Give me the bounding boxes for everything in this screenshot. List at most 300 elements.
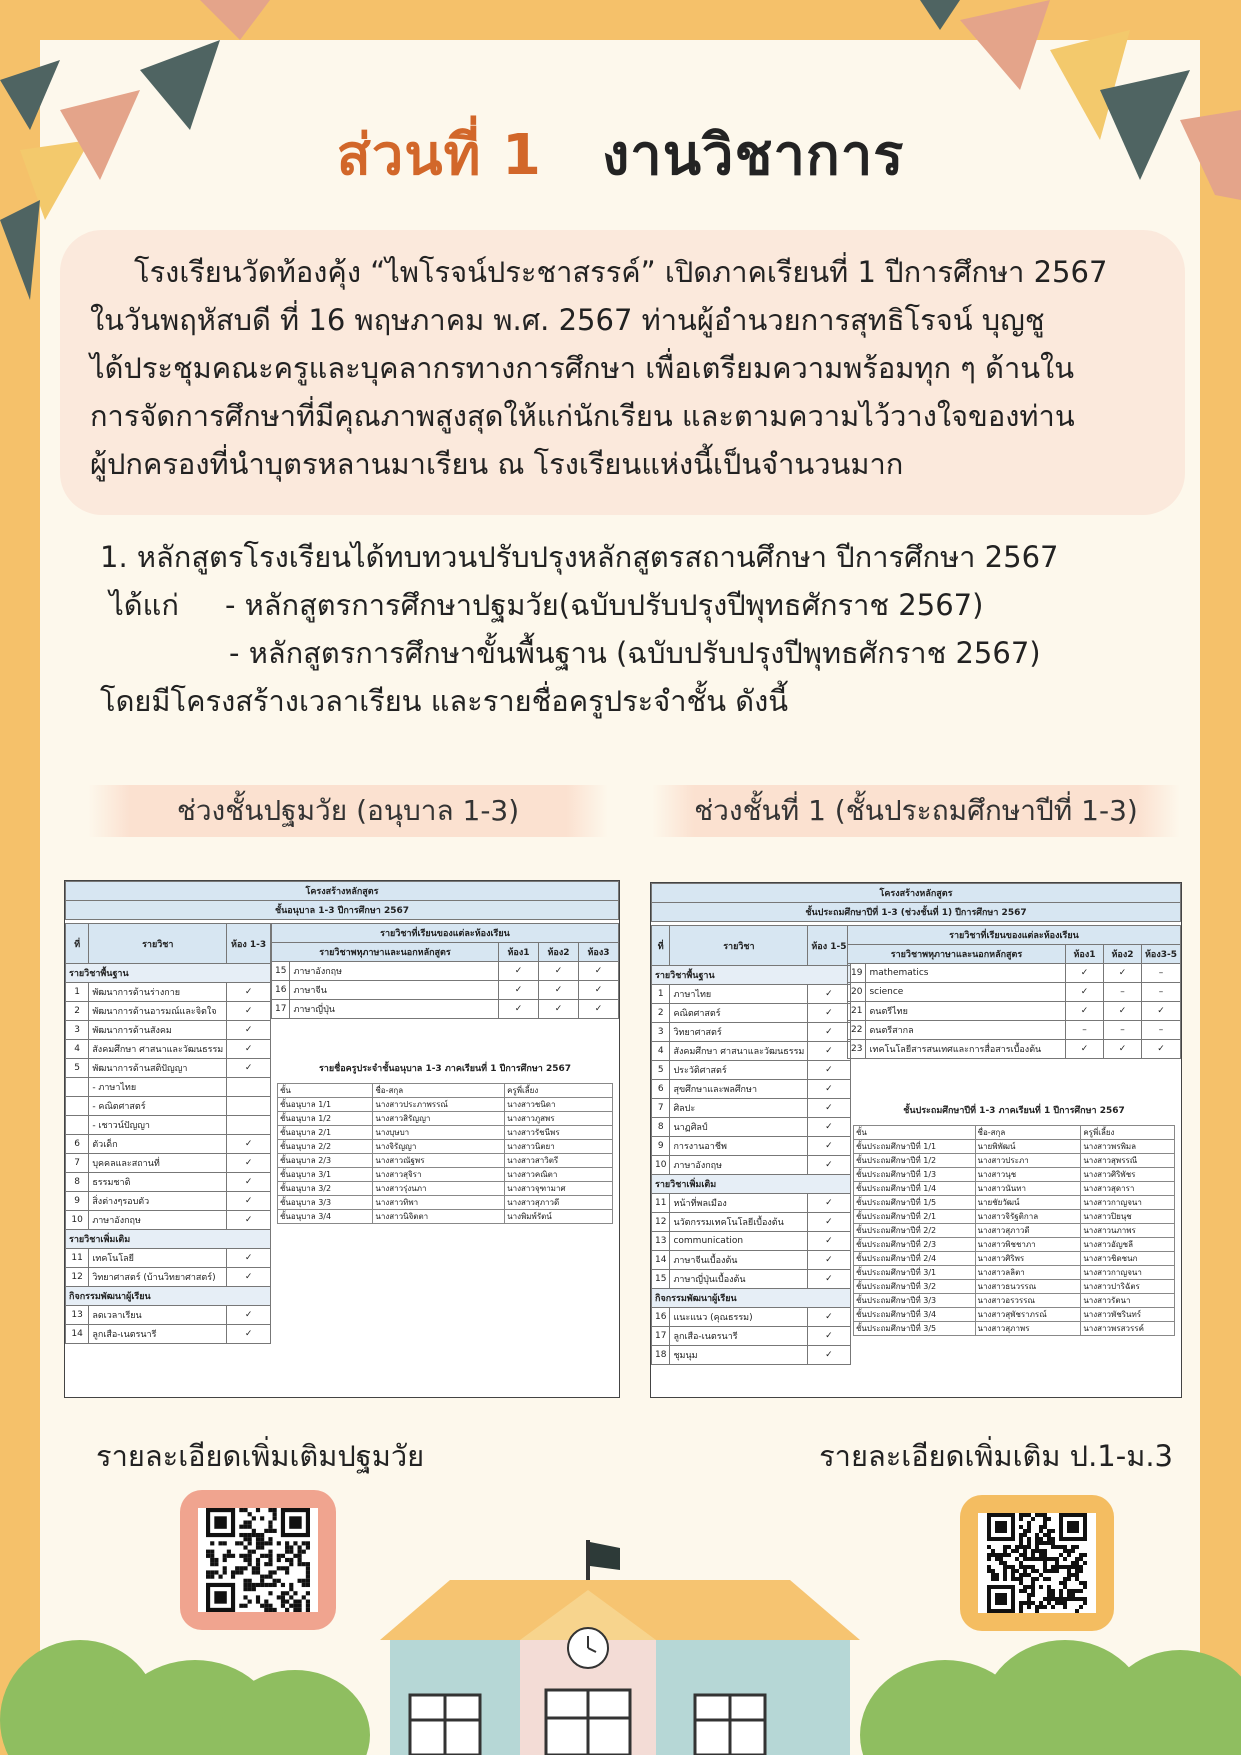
table-row [652,1118,851,1137]
table-row [854,1252,1175,1266]
teacher-name: นางสาวนุช [975,1168,1081,1182]
table-subtitle: ชั้นประถมศึกษาปีที่ 1-3 (ช่วงชั้นที่ 1) ปีการศึกษา 2567 [652,903,1181,922]
table-subtitle: ชั้นอนุบาล 1-3 ปีการศึกษา 2567 [66,901,619,920]
check-mark: ✓ [227,1268,271,1287]
check-mark: ✓ [808,1308,850,1327]
check-mark: ✓ [808,1213,850,1232]
subject-name: ภาษาอังกฤษ [670,1156,808,1175]
check-mark: ✓ [1104,1040,1142,1059]
assistant-name: นางสาวปิยนุช [1081,1210,1175,1224]
class-name: ชั้นประถมศึกษาปีที่ 1/4 [854,1182,976,1196]
check-mark: ✓ [1066,983,1104,1002]
intro-line: ผู้ปกครองที่นำบุตรหลานมาเรียน ณ โรงเรียนแห่งนี้เป็นจำนวนมาก [90,447,904,481]
teacher-name: นางสาวณัฐพร [373,1154,505,1168]
teacher-name: นายชัยวัฒน์ [975,1196,1081,1210]
table-row [66,1173,271,1192]
check-mark: ✓ [808,1327,850,1346]
row-number: 16 [272,981,290,1000]
row-number: 8 [66,1173,89,1192]
teacher-name: นางสาวนันทา [975,1182,1081,1196]
check-mark: ✓ [808,1004,850,1023]
assistant-name: นางสาวกาญจนา [1081,1196,1175,1210]
check-mark: ✓ [1104,964,1142,983]
curriculum-points [100,533,1059,725]
check-mark: ✓ [808,985,850,1004]
teachers-column-header: ครูพี่เลี้ยง [1081,1126,1175,1140]
check-mark: ✓ [1066,964,1104,983]
class-name: ชั้นประถมศึกษาปีที่ 2/3 [854,1238,976,1252]
table-row [66,1078,271,1097]
table-row [652,1270,851,1289]
row-number: 8 [652,1118,670,1137]
row-number [66,1097,89,1116]
col-subject: รายวิชา [670,926,808,966]
check-mark [227,1097,271,1116]
table-row [652,1061,851,1080]
row-number: 9 [66,1192,89,1211]
table-row [848,1040,1181,1059]
point-line: 1. หลักสูตรโรงเรียนได้ทบทวนปรับปรุงหลักสูตรสถานศึกษา ปีการศึกษา 2567 [100,540,1059,574]
teacher-name: นางสาวประภาพรรณ์ [373,1098,505,1112]
subject-name: เทคโนโลยี [89,1249,227,1268]
table-row [66,1097,271,1116]
footer-link-kindergarten: รายละเอียดเพิ่มเติมปฐมวัย [96,1439,425,1473]
col-room-group: รายวิชาที่เรียนของแต่ละห้องเรียน [848,926,1181,945]
subject-name: mathematics [866,964,1066,983]
table-row [66,1059,271,1078]
assistant-name: นางสาวชิดชนก [1081,1252,1175,1266]
assistant-name: นางสาวศิริพัชร [1081,1168,1175,1182]
subject-name: ลดเวลาเรียน [89,1306,227,1325]
row-number: 7 [66,1154,89,1173]
row-number: 17 [652,1327,670,1346]
assistant-name: นางสาวสาวิตรี [505,1154,613,1168]
row-number: 15 [652,1270,670,1289]
assistant-name: นางสาวนิตยา [505,1140,613,1154]
check-mark: – [1104,983,1142,1002]
table-row [848,1002,1181,1021]
group-basic: รายวิชาพื้นฐาน [652,966,851,985]
class-name: ชั้นประถมศึกษาปีที่ 2/4 [854,1252,976,1266]
check-mark: ✓ [227,1002,271,1021]
row-number: 12 [652,1213,670,1232]
table-row [854,1196,1175,1210]
subject-name: - เชาวน์ปัญญา [89,1116,227,1135]
table-row [278,1140,613,1154]
subject-name: ภาษาอังกฤษ [89,1211,227,1230]
check-mark: ✓ [808,1137,850,1156]
class-name: ชั้นประถมศึกษาปีที่ 1/2 [854,1154,976,1168]
table-row [652,1099,851,1118]
table-row [854,1294,1175,1308]
row-number: 14 [66,1325,89,1344]
teachers-header [278,1084,613,1098]
table-row [66,1192,271,1211]
teacher-name: นางสาวสุพัชราภรณ์ [975,1308,1081,1322]
table-row [854,1266,1175,1280]
table-row [652,1023,851,1042]
subject-name: คณิตศาสตร์ [670,1004,808,1023]
subject-name: การงานอาชีพ [670,1137,808,1156]
table-row [652,1042,851,1061]
table-row [278,1154,613,1168]
teachers-caption: ชั้นประถมศึกษาปีที่ 1-3 ภาคเรียนที่ 1 ปีการศึกษา 2567 [903,1106,1125,1116]
table-row [652,1156,851,1175]
check-mark: – [1104,1021,1142,1040]
table-row [278,1182,613,1196]
col-extra: รายวิชาพหุภาษาและนอกหลักสูตร [272,943,499,962]
row-number: 14 [652,1251,670,1270]
table-row [272,1000,619,1019]
table-title: โครงสร้างหลักสูตร [652,884,1181,903]
subject-name: ภาษาจีนเบื้องต้น [670,1251,808,1270]
table-row [278,1196,613,1210]
table-row [854,1154,1175,1168]
assistant-name: นางสาวอัญชลี [1081,1238,1175,1252]
teacher-name: นางสาวสิรัญญา [373,1112,505,1126]
col-room2: ห้อง2 [1104,945,1142,964]
table-row [854,1224,1175,1238]
teacher-name: นางสาวลลิตา [975,1266,1081,1280]
subject-name: ลูกเสือ-เนตรนารี [670,1327,808,1346]
assistant-name: นางสาวภูสพร [505,1112,613,1126]
teacher-name: นางสาวจิรัฐติกาล [975,1210,1081,1224]
point-line: - หลักสูตรการศึกษาขั้นพื้นฐาน (ฉบับปรับปรุงปีพุทธศักราช 2567) [100,636,1041,670]
section-title: งานวิชาการ [601,123,905,188]
point-line: โดยมีโครงสร้างเวลาเรียน และรายชื่อครูประจำชั้น ดังนี้ [100,684,789,718]
assistant-name: นางสาวพรสวรรค์ [1081,1322,1175,1336]
class-name: ชั้นอนุบาล 1/1 [278,1098,373,1112]
col-room-group: รายวิชาที่เรียนของแต่ละห้องเรียน [272,924,619,943]
table-row [278,1098,613,1112]
row-number: 15 [272,962,290,981]
teacher-name: นางสาวรุ่งนภา [373,1182,505,1196]
teacher-name: นางสาวสุภาวดี [975,1224,1081,1238]
check-mark: ✓ [579,962,619,981]
assistant-name: นางสาวพัชรินทร์ [1081,1308,1175,1322]
subject-name: นาฏศิลป์ [670,1118,808,1137]
intro-line: การจัดการศึกษาที่มีคุณภาพสูงสุดให้แก่นักเรียน และตามความไว้วางใจของท่าน [90,399,1075,433]
curriculum-table-kindergarten [64,880,620,1398]
table-row [854,1308,1175,1322]
subject-name: communication [670,1232,808,1251]
table-row [66,1325,271,1344]
check-mark: ✓ [1142,1002,1181,1021]
table-row [854,1182,1175,1196]
subject-name: พัฒนาการด้านสติปัญญา [89,1059,227,1078]
check-mark: ✓ [808,1099,850,1118]
assistant-name: นางสาวนภาพร [1081,1224,1175,1238]
check-mark: ✓ [227,1211,271,1230]
check-mark: ✓ [227,1192,271,1211]
check-mark: ✓ [1104,1002,1142,1021]
class-name: ชั้นอนุบาล 3/1 [278,1168,373,1182]
row-number: 16 [652,1308,670,1327]
class-name: ชั้นอนุบาล 2/2 [278,1140,373,1154]
row-number: 4 [652,1042,670,1061]
table-row [66,1021,271,1040]
subject-name: สังคมศึกษา ศาสนาและวัฒนธรรม [670,1042,808,1061]
subject-name: science [866,983,1066,1002]
teachers-column-header: ชื่อ-สกุล [373,1084,505,1098]
class-name: ชั้นประถมศึกษาปีที่ 1/1 [854,1140,976,1154]
group-activities: กิจกรรมพัฒนาผู้เรียน [66,1287,271,1306]
table-row [854,1168,1175,1182]
row-number: 13 [652,1232,670,1251]
subject-name: วิทยาศาสตร์ [670,1023,808,1042]
row-number: 17 [272,1000,290,1019]
table-row [652,1327,851,1346]
subject-name: สังคมศึกษา ศาสนาและวัฒนธรรม [89,1040,227,1059]
row-number: 19 [848,964,866,983]
table-row [848,1021,1181,1040]
row-number: 1 [652,985,670,1004]
class-name: ชั้นประถมศึกษาปีที่ 3/4 [854,1308,976,1322]
check-mark: ✓ [499,1000,539,1019]
col-room3: ห้อง3-5 [1142,945,1181,964]
teachers-column-header: ชื่อ-สกุล [975,1126,1081,1140]
row-number: 21 [848,1002,866,1021]
class-name: ชั้นอนุบาล 1/2 [278,1112,373,1126]
class-name: ชั้นประถมศึกษาปีที่ 3/3 [854,1294,976,1308]
subject-name: สิ่งต่างๆรอบตัว [89,1192,227,1211]
table-row [278,1126,613,1140]
subject-name: บุคคลและสถานที่ [89,1154,227,1173]
table-row [854,1322,1175,1336]
teacher-name: นางสาวศิริพร [975,1252,1081,1266]
intro-paragraph [60,230,1185,515]
subject-name: ภาษาอังกฤษ [290,962,499,981]
subject-name: ประวัติศาสตร์ [670,1061,808,1080]
part-number: ส่วนที่ 1 [336,123,542,188]
row-number: 9 [652,1137,670,1156]
table-row [66,1135,271,1154]
check-mark: ✓ [579,981,619,1000]
row-number: 20 [848,983,866,1002]
table-row [854,1238,1175,1252]
qr-code-icon [978,1513,1096,1613]
teacher-name: นางสาวธนวรรณ [975,1280,1081,1294]
subject-name: ภาษาญี่ปุ่นเบื้องต้น [670,1270,808,1289]
class-name: ชั้นอนุบาล 3/2 [278,1182,373,1196]
assistant-name: นางสาวคณิตา [505,1168,613,1182]
table-row [652,1213,851,1232]
check-mark: ✓ [539,981,579,1000]
row-number: 10 [66,1211,89,1230]
row-number: 22 [848,1021,866,1040]
table-row [652,1194,851,1213]
table-row [66,1040,271,1059]
school-house-icon [320,1530,920,1755]
subject-name: ธรรมชาติ [89,1173,227,1192]
check-mark: ✓ [227,1135,271,1154]
class-name: ชั้นอนุบาล 3/3 [278,1196,373,1210]
assistant-name: นางสาวพรพิมล [1081,1140,1175,1154]
subject-name: สุขศึกษาและพลศึกษา [670,1080,808,1099]
table-row [66,1268,271,1287]
teacher-name: นางสาวพิชชาภา [975,1238,1081,1252]
teacher-name: นางจิรัญญา [373,1140,505,1154]
teacher-name: นางสาวอรวรรณ [975,1294,1081,1308]
class-name: ชั้นประถมศึกษาปีที่ 3/5 [854,1322,976,1336]
class-name: ชั้นประถมศึกษาปีที่ 2/1 [854,1210,976,1224]
check-mark: ✓ [1066,1040,1104,1059]
teacher-name: นางสาวทิพา [373,1196,505,1210]
col-subject: รายวิชา [89,924,227,964]
subject-name: พัฒนาการด้านอารมณ์และจิตใจ [89,1002,227,1021]
point-line: ได้แก่ - หลักสูตรการศึกษาปฐมวัย(ฉบับปรับปรุงปีพุทธศักราช 2567) [100,588,984,622]
assistant-name: นางสาวสุภาวดี [505,1196,613,1210]
check-mark: ✓ [808,1156,850,1175]
check-mark: ✓ [1066,1002,1104,1021]
subject-name: เทคโนโลยีสารสนเทศและการสื่อสารเบื้องต้น [866,1040,1066,1059]
col-room: ห้อง 1-3 [227,924,271,964]
table-row [66,983,271,1002]
qr-code-primary[interactable] [960,1495,1114,1631]
class-name: ชั้นประถมศึกษาปีที่ 3/1 [854,1266,976,1280]
assistant-name: นางสาวชนิดา [505,1098,613,1112]
table-row [272,962,619,981]
group-basic: รายวิชาพื้นฐาน [66,964,271,983]
check-mark [227,1116,271,1135]
section-heading-primary: ช่วงชั้นที่ 1 (ชั้นประถมศึกษาปีที่ 1-3) [652,785,1180,837]
check-mark: ✓ [227,1325,271,1344]
table-title: โครงสร้างหลักสูตร [66,882,619,901]
table-row [66,1306,271,1325]
subject-name: แนะแนว (คุณธรรม) [670,1308,808,1327]
row-number: 5 [66,1059,89,1078]
curriculum-table-primary [650,882,1182,1398]
assistant-name: นางสาวสุดารา [1081,1182,1175,1196]
row-number [66,1078,89,1097]
assistant-name: นางสาวรัชนีพร [505,1126,613,1140]
subject-name: - ภาษาไทย [89,1078,227,1097]
subject-name: ชุมนุม [670,1346,808,1365]
table-row [848,964,1181,983]
group-activities: กิจกรรมพัฒนาผู้เรียน [652,1289,851,1308]
row-number: 6 [66,1135,89,1154]
table-row [652,1137,851,1156]
check-mark: ✓ [808,1042,850,1061]
class-name: ชั้นอนุบาล 3/4 [278,1210,373,1224]
subject-name: ดนตรีไทย [866,1002,1066,1021]
row-number: 4 [66,1040,89,1059]
group-additional: รายวิชาเพิ่มเติม [652,1175,851,1194]
subject-name: พัฒนาการด้านร่างกาย [89,983,227,1002]
col-no: ที่ [652,926,670,966]
col-no: ที่ [66,924,89,964]
table-row [66,1116,271,1135]
check-mark: ✓ [227,1021,271,1040]
row-number: 11 [652,1194,670,1213]
class-name: ชั้นประถมศึกษาปีที่ 2/2 [854,1224,976,1238]
table-row [652,1251,851,1270]
subject-name: - คณิตศาสตร์ [89,1097,227,1116]
row-number: 2 [66,1002,89,1021]
table-row [854,1280,1175,1294]
teacher-name: นายพิพัฒน์ [975,1140,1081,1154]
subject-name: ดนตรีสากล [866,1021,1066,1040]
table-row [652,1346,851,1365]
assistant-name: นางสาวรัตนา [1081,1294,1175,1308]
row-number: 3 [652,1023,670,1042]
row-number: 3 [66,1021,89,1040]
table-row [66,1211,271,1230]
table-row [278,1112,613,1126]
assistant-name: นางพิมพ์รัตน์ [505,1210,613,1224]
teacher-name: นางสาวสุจิรา [373,1168,505,1182]
check-mark: ✓ [808,1023,850,1042]
class-name: ชั้นอนุบาล 2/1 [278,1126,373,1140]
row-number: 18 [652,1346,670,1365]
table-row [66,1002,271,1021]
row-number: 10 [652,1156,670,1175]
table-row [272,981,619,1000]
row-number: 1 [66,983,89,1002]
intro-line: ได้ประชุมคณะครูและบุคลากรทางการศึกษา เพื่อเตรียมความพร้อมทุก ๆ ด้านใน [90,351,1075,385]
intro-line: โรงเรียนวัดท้องคุ้ง “ไพโรจน์ประชาสรรค์” เปิดภาคเรียนที่ 1 ปีการศึกษา 2567 [134,255,1108,289]
col-room3: ห้อง3 [579,943,619,962]
assistant-name: นางสาวจุฑามาศ [505,1182,613,1196]
assistant-name: นางสาวกาญจนา [1081,1266,1175,1280]
check-mark: ✓ [808,1080,850,1099]
qr-code-icon [198,1508,318,1612]
check-mark: ✓ [808,1194,850,1213]
check-mark [227,1078,271,1097]
row-number: 7 [652,1099,670,1118]
check-mark: – [1142,964,1181,983]
teachers-caption: รายชื่อครูประจำชั้นอนุบาล 1-3 ภาคเรียนที่ 1 ปีการศึกษา 2567 [318,1064,572,1074]
table-row [278,1168,613,1182]
check-mark: ✓ [227,1040,271,1059]
class-name: ชั้นอนุบาล 2/3 [278,1154,373,1168]
footer-link-primary: รายละเอียดเพิ่มเติม ป.1-ม.3 [819,1439,1173,1473]
teachers-header [854,1126,1175,1140]
class-name: ชั้นประถมศึกษาปีที่ 1/3 [854,1168,976,1182]
subject-name: ตัวเด็ก [89,1135,227,1154]
qr-code-kindergarten[interactable] [180,1490,336,1630]
check-mark: ✓ [579,1000,619,1019]
check-mark: ✓ [808,1118,850,1137]
check-mark: ✓ [227,1306,271,1325]
teacher-name: นางสาวประภา [975,1154,1081,1168]
table-row [652,1004,851,1023]
teacher-name: นางสาวสุภาพร [975,1322,1081,1336]
section-heading-kindergarten: ช่วงชั้นปฐมวัย (อนุบาล 1-3) [88,785,608,837]
row-number: 11 [66,1249,89,1268]
table-row [652,985,851,1004]
check-mark: ✓ [808,1061,850,1080]
table-row [848,983,1181,1002]
class-name: ชั้นประถมศึกษาปีที่ 1/5 [854,1196,976,1210]
check-mark: ✓ [808,1270,850,1289]
teachers-column-header: ชั้น [278,1084,373,1098]
table-row [652,1308,851,1327]
check-mark: ✓ [539,1000,579,1019]
check-mark: ✓ [227,983,271,1002]
table-row [278,1210,613,1224]
table-row [854,1210,1175,1224]
table-row [854,1140,1175,1154]
table-row [652,1080,851,1099]
assistant-name: นางสาวสุพรรณี [1081,1154,1175,1168]
check-mark: ✓ [1142,1040,1181,1059]
table-row [652,1232,851,1251]
check-mark: ✓ [227,1154,271,1173]
subject-name: ภาษาจีน [290,981,499,1000]
intro-line: ในวันพฤหัสบดี ที่ 16 พฤษภาคม พ.ศ. 2567 ท่านผู้อำนวยการสุทธิโรจน์ บุญชู [90,303,1045,337]
row-number [66,1116,89,1135]
